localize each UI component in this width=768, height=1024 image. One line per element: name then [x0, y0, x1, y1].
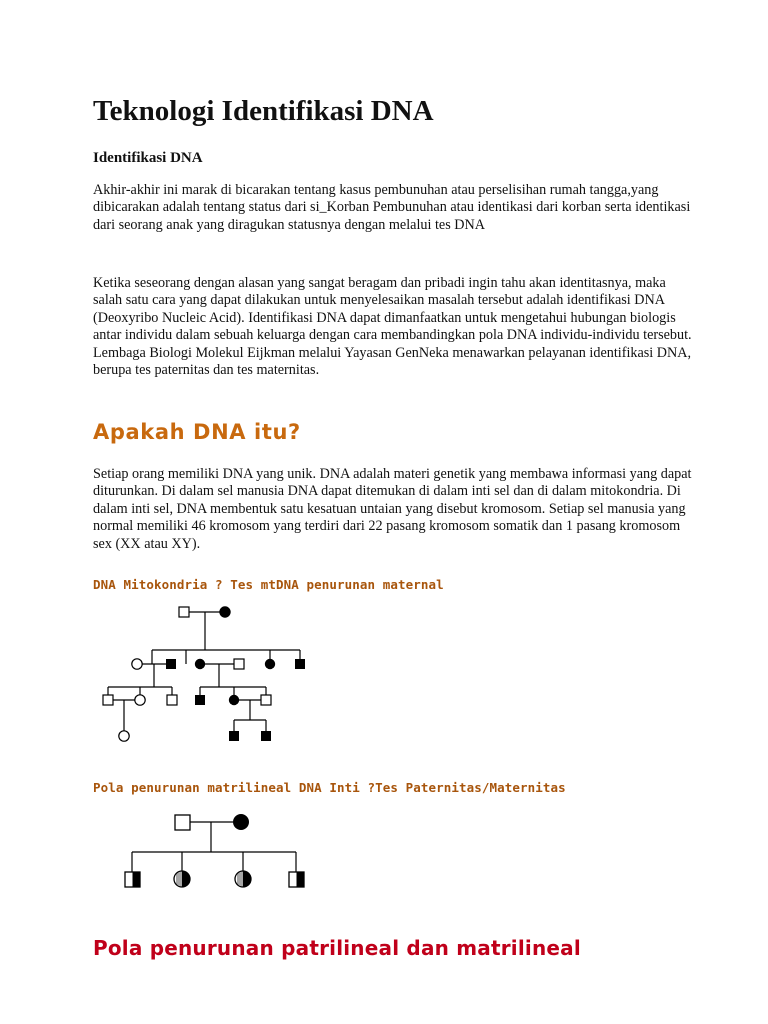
section-subtitle: Identifikasi DNA — [93, 150, 203, 166]
female-symbol-affected — [195, 659, 205, 669]
male-symbol — [234, 659, 244, 669]
female-symbol-affected — [265, 659, 275, 669]
male-symbol-affected — [261, 731, 271, 741]
female-symbol-affected — [220, 607, 230, 617]
child-male-half-symbol — [125, 872, 140, 887]
female-symbol — [135, 695, 145, 705]
female-symbol — [119, 731, 129, 741]
figure1-caption: DNA Mitokondria ? Tes mtDNA penurunan maternal — [93, 577, 444, 592]
footer-heading-patrilineal-matrilineal: Pola penurunan patrilineal dan matrilineal — [93, 936, 581, 960]
paragraph-intro: Akhir-akhir ini marak di bicarakan tentang kasus pembunuhan atau perselisihan rumah tangga,yang dibicarakan adalah tentang status dari si_Korban Pembunuhan atau identikasi dari korban serta identikasi dari seorang anak yang diragukan statusnya dengan melalui tes DNA — [93, 182, 691, 233]
female-symbol-affected — [229, 695, 239, 705]
child-male-half-symbol — [289, 872, 304, 887]
father-symbol — [175, 815, 190, 830]
female-symbol — [132, 659, 142, 669]
figure2-caption: Pola penurunan matrilineal DNA Inti ?Tes Paternitas/Maternitas — [93, 780, 566, 795]
male-symbol — [261, 695, 271, 705]
section-heading-what-is-dna: Apakah DNA itu? — [93, 420, 301, 444]
male-symbol-affected — [295, 659, 305, 669]
paragraph-identification: Ketika seseorang dengan alasan yang sangat beragam dan pribadi ingin tahu akan identitasnya, maka salah satu cara yang dapat dilakukan untuk menyelesaikan masalah tersebut adalah identifikasi DNA (Deoxyribo Nucleic Acid). Identifikasi DNA dapat dimanfaatkan untuk mengetahui hubungan biologis antar individu dalam sebuah keluarga dengan cara membandingkan pola DNA individu-individu tersebut. Lembaga Biologi Molekul Eijkman melalui Yayasan GenNeka menawarkan pelayanan identifikasi DNA, berupa tes paternitas dan tes maternitas. — [93, 275, 692, 379]
male-symbol — [167, 695, 177, 705]
page-title: Teknologi Identifikasi DNA — [93, 95, 434, 127]
male-symbol-affected — [229, 731, 239, 741]
paragraph-dna-definition: Setiap orang memiliki DNA yang unik. DNA adalah materi genetik yang membawa informasi yang dapat diturunkan. Di dalam sel manusia DNA dapat ditemukan di dalam inti sel dan di dalam mitokondria. Di dalam inti sel, DNA membentuk satu kesatuan untaian yang disebut kromosom. Setiap sel manusia yang normal memiliki 46 kromosom yang terdiri dari 22 pasang kromosom somatik dan 1 pasang kromosom sex (XX atau XY). — [93, 466, 692, 552]
male-symbol-affected — [166, 659, 176, 669]
mother-symbol-affected — [233, 814, 249, 830]
male-symbol-affected — [195, 695, 205, 705]
child-female-half-symbol — [174, 871, 190, 887]
male-symbol — [103, 695, 113, 705]
child-female-half-symbol — [235, 871, 251, 887]
male-symbol — [179, 607, 189, 617]
